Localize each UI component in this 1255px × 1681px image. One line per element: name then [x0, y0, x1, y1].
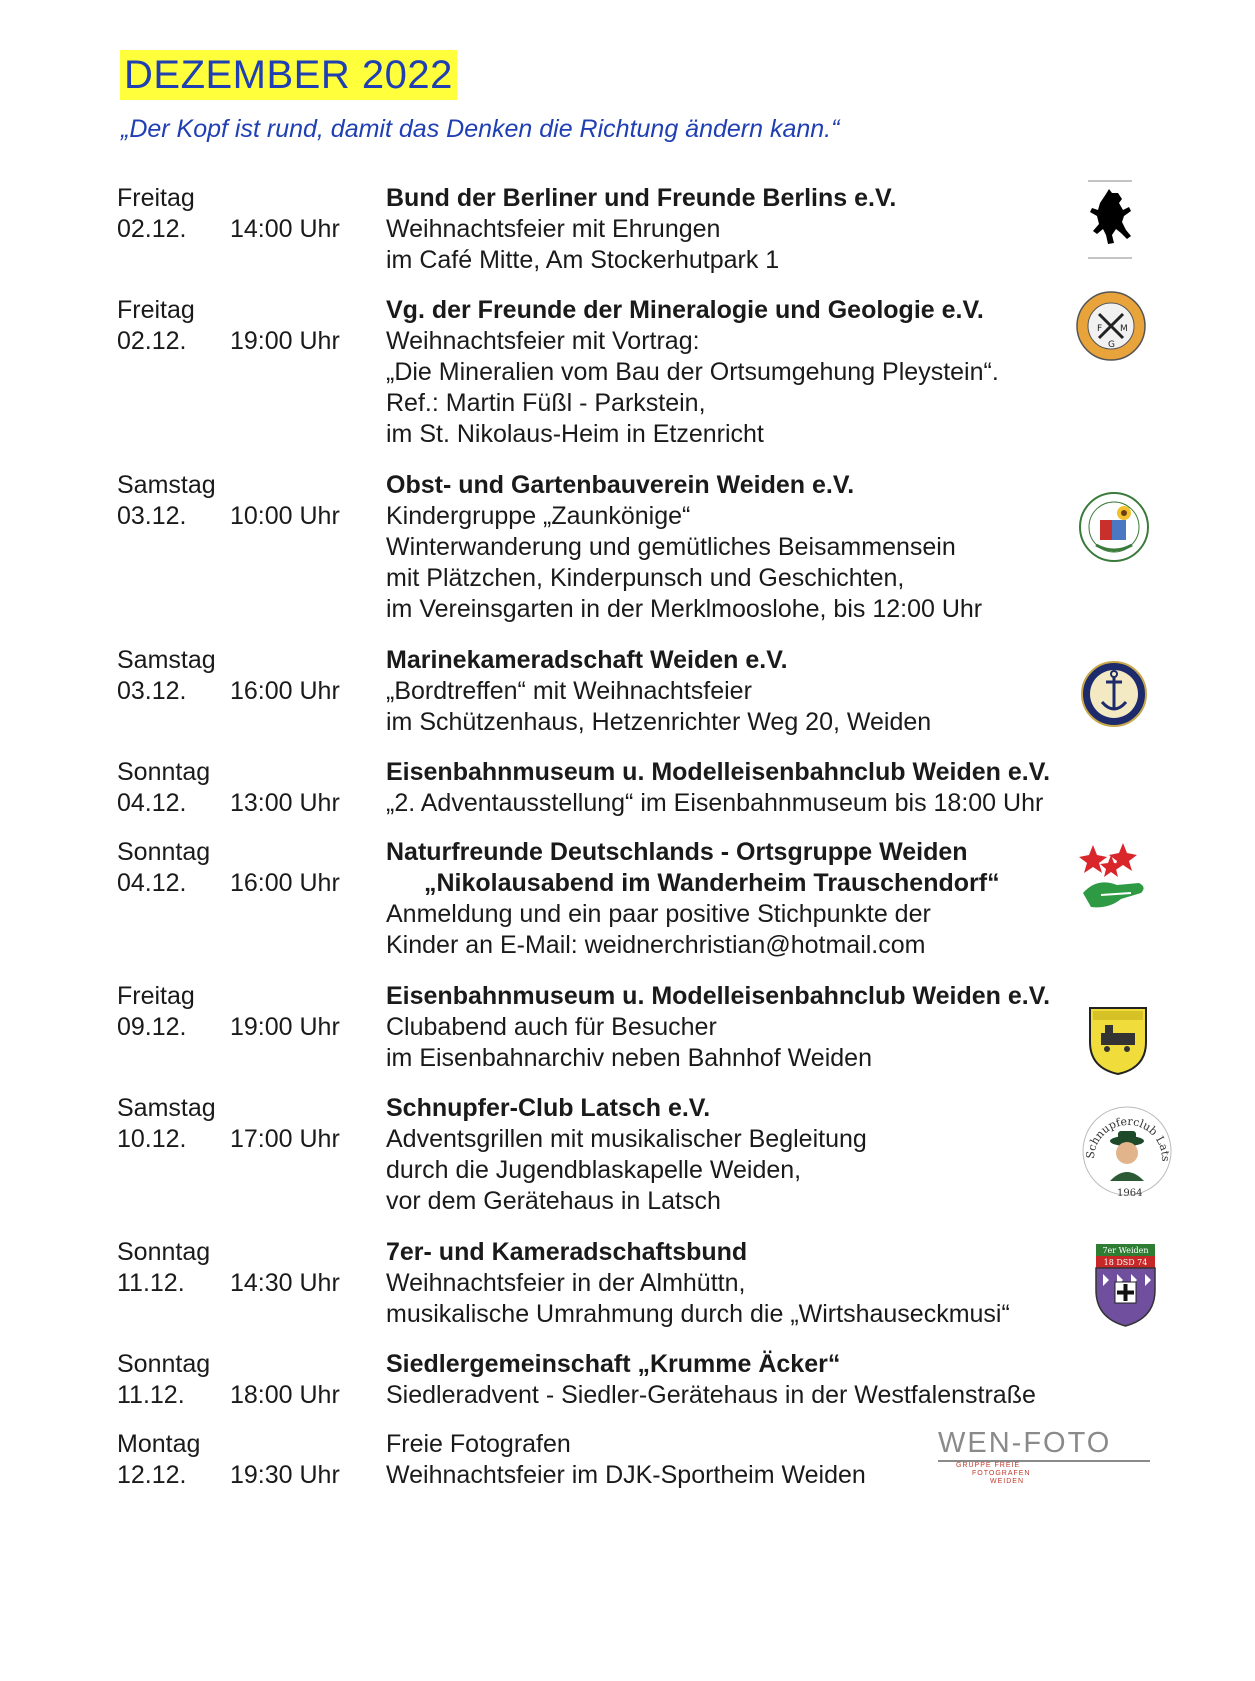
- event-time: 14:30 Uhr: [230, 1269, 340, 1297]
- event-day: Samstag: [117, 646, 216, 674]
- event-date: 12.12.: [117, 1461, 187, 1489]
- event-detail: „2. Adventausstellung“ im Eisenbahnmuseum bis 18:00 Uhr: [386, 789, 1044, 817]
- schnupfer-text: Schnupferclub Lats: [1083, 1114, 1173, 1162]
- event-detail: Siedleradvent - Siedler-Gerätehaus in der Westfalenstraße: [386, 1381, 1036, 1409]
- event-day: Freitag: [117, 184, 195, 212]
- event-date: 04.12.: [117, 789, 187, 817]
- event-detail: „Bordtreffen“ mit Weihnachtsfeier: [386, 677, 752, 705]
- event-time: 10:00 Uhr: [230, 502, 340, 530]
- page-title: DEZEMBER 2022: [120, 50, 457, 100]
- kamerad-top-text: 7er Weiden: [1102, 1246, 1149, 1255]
- event-detail: Weihnachtsfeier mit Ehrungen: [386, 215, 721, 243]
- mineralogie-logo: [1075, 290, 1147, 362]
- mineralogie-letter: G: [1108, 340, 1115, 350]
- event-time: 17:00 Uhr: [230, 1125, 340, 1153]
- event-detail: Weihnachtsfeier mit Vortrag:: [386, 327, 700, 355]
- event-time: 16:00 Uhr: [230, 677, 340, 705]
- event-organizer: Schnupfer-Club Latsch e.V.: [386, 1094, 711, 1122]
- event-organizer: Naturfreunde Deutschlands - Ortsgruppe Weiden: [386, 838, 968, 866]
- event-detail: im Café Mitte, Am Stockerhutpark 1: [386, 246, 780, 274]
- event-date: 11.12.: [117, 1381, 185, 1409]
- event-detail: Weihnachtsfeier im DJK-Sportheim Weiden: [386, 1461, 866, 1489]
- event-detail: musikalische Umrahmung durch die „Wirtshauseckmusi“: [386, 1300, 1010, 1328]
- gartenbauverein-logo: [1078, 483, 1150, 568]
- event-date: 04.12.: [117, 869, 187, 897]
- event-date: 03.12.: [117, 677, 187, 705]
- event-detail: im Schützenhaus, Hetzenrichter Weg 20, Weiden: [386, 708, 932, 736]
- event-time: 13:00 Uhr: [230, 789, 340, 817]
- event-day: Montag: [117, 1430, 201, 1458]
- event-detail: Clubabend auch für Besucher: [386, 1013, 717, 1041]
- event-date: 02.12.: [117, 215, 187, 243]
- kamerad-banner-text: 18 DSD 74: [1103, 1258, 1148, 1267]
- event-time: 19:00 Uhr: [230, 327, 340, 355]
- event-day: Freitag: [117, 982, 195, 1010]
- event-detail: Anmeldung und ein paar positive Stichpunkte der: [386, 900, 931, 928]
- naturfreunde-logo: [1075, 835, 1155, 920]
- event-organizer: Eisenbahnmuseum u. Modelleisenbahnclub Weiden e.V.: [386, 982, 1051, 1010]
- event-date: 11.12.: [117, 1269, 185, 1297]
- event-detail: durch die Jugendblaskapelle Weiden,: [386, 1156, 802, 1184]
- event-detail: im Eisenbahnarchiv neben Bahnhof Weiden: [386, 1044, 872, 1072]
- kameradschaftsbund-logo: [1093, 1242, 1158, 1330]
- mineralogie-letter: F: [1097, 324, 1103, 334]
- event-detail: „Die Mineralien vom Bau der Ortsumgehung Pleystein“.: [386, 358, 999, 386]
- berlin-bear-logo: [1080, 178, 1140, 263]
- event-detail: vor dem Gerätehaus in Latsch: [386, 1187, 721, 1215]
- schnupfer-year: 1964: [1117, 1188, 1143, 1199]
- schnupferclub-logo: [1080, 1105, 1175, 1200]
- event-day: Sonntag: [117, 1350, 211, 1378]
- event-detail: Weihnachtsfeier in der Almhüttn,: [386, 1269, 746, 1297]
- event-time: 14:00 Uhr: [230, 215, 340, 243]
- event-organizer: Eisenbahnmuseum u. Modelleisenbahnclub Weiden e.V.: [386, 758, 1051, 786]
- event-time: 19:30 Uhr: [230, 1461, 340, 1489]
- event-detail: Kindergruppe „Zaunkönige“: [386, 502, 691, 530]
- event-day: Freitag: [117, 296, 195, 324]
- event-title: „Nikolausabend im Wanderheim Trauschendorf“: [424, 869, 1000, 897]
- event-organizer: Marinekameradschaft Weiden e.V.: [386, 646, 788, 674]
- event-detail: im Vereinsgarten in der Merklmooslohe, bis 12:00 Uhr: [386, 595, 983, 623]
- event-date: 10.12.: [117, 1125, 187, 1153]
- event-organizer: 7er- und Kameradschaftsbund: [386, 1238, 748, 1266]
- event-day: Sonntag: [117, 758, 211, 786]
- event-detail: im St. Nikolaus-Heim in Etzenricht: [386, 420, 764, 448]
- event-day: Sonntag: [117, 1238, 211, 1266]
- wen-foto-brand: WEN-FOTO: [938, 1427, 1112, 1459]
- event-organizer: Bund der Berliner und Freunde Berlins e.V.: [386, 184, 897, 212]
- event-organizer: Obst- und Gartenbauverein Weiden e.V.: [386, 471, 855, 499]
- marine-anchor-logo: [1080, 660, 1148, 728]
- eisenbahn-club-logo: [1087, 1005, 1149, 1077]
- event-day: Samstag: [117, 471, 216, 499]
- event-time: 18:00 Uhr: [230, 1381, 340, 1409]
- event-detail: Ref.: Martin Füßl - Parkstein,: [386, 389, 706, 417]
- event-organizer: Vg. der Freunde der Mineralogie und Geologie e.V.: [386, 296, 984, 324]
- event-detail: Kinder an E-Mail: weidnerchristian@hotmail.com: [386, 931, 926, 959]
- wen-foto-sub: WEIDEN: [990, 1478, 1024, 1485]
- mineralogie-letter: M: [1120, 324, 1128, 334]
- event-organizer: Freie Fotografen: [386, 1430, 571, 1458]
- event-time: 19:00 Uhr: [230, 1013, 340, 1041]
- motto-quote: „Der Kopf ist rund, damit das Denken die Richtung ändern kann.“: [121, 115, 840, 143]
- event-date: 09.12.: [117, 1013, 187, 1041]
- event-detail: Winterwanderung und gemütliches Beisammensein: [386, 533, 956, 561]
- event-date: 02.12.: [117, 327, 187, 355]
- event-day: Sonntag: [117, 838, 211, 866]
- event-organizer: Siedlergemeinschaft „Krumme Äcker“: [386, 1350, 841, 1378]
- event-date: 03.12.: [117, 502, 187, 530]
- event-time: 16:00 Uhr: [230, 869, 340, 897]
- wen-foto-sub: GRUPPE FREIE: [956, 1462, 1021, 1469]
- event-detail: mit Plätzchen, Kinderpunsch und Geschichten,: [386, 564, 905, 592]
- event-day: Samstag: [117, 1094, 216, 1122]
- wen-foto-sub: FOTOGRAFEN: [972, 1470, 1031, 1477]
- event-detail: Adventsgrillen mit musikalischer Begleitung: [386, 1125, 867, 1153]
- wen-foto-logo: [938, 1428, 1158, 1483]
